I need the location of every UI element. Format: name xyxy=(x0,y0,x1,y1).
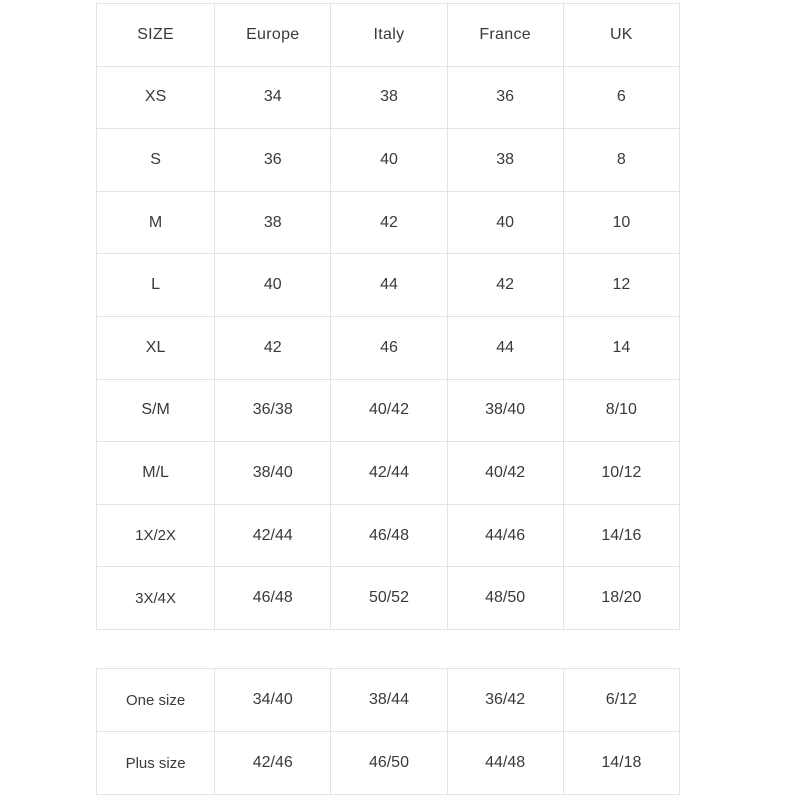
cell-italy: 38/44 xyxy=(331,669,447,732)
table-row xyxy=(97,191,680,254)
cell-france: 48/50 xyxy=(447,567,563,630)
cell-uk: 14/18 xyxy=(563,732,679,795)
cell-europe: 42/46 xyxy=(215,732,331,795)
cell-italy: 46/50 xyxy=(331,732,447,795)
cell-france: 40 xyxy=(447,191,563,254)
table-row xyxy=(97,129,680,192)
row-label: 3X/4X xyxy=(97,567,215,630)
cell-italy: 46 xyxy=(331,316,447,379)
column-header-france: France xyxy=(447,4,563,67)
cell-france: 44/46 xyxy=(447,504,563,567)
secondary-size-table xyxy=(96,668,680,795)
cell-europe: 34/40 xyxy=(215,669,331,732)
cell-france: 38/40 xyxy=(447,379,563,442)
cell-europe: 36/38 xyxy=(215,379,331,442)
table-row xyxy=(97,567,680,630)
table-header-row xyxy=(97,4,680,67)
table-body xyxy=(97,669,680,795)
column-header-size: SIZE xyxy=(97,4,215,67)
cell-uk: 8 xyxy=(563,129,679,192)
cell-france: 36/42 xyxy=(447,669,563,732)
cell-uk: 14 xyxy=(563,316,679,379)
table-row xyxy=(97,379,680,442)
row-label: M xyxy=(97,191,215,254)
cell-europe: 34 xyxy=(215,66,331,129)
column-header-italy: Italy xyxy=(331,4,447,67)
main-size-table xyxy=(96,3,680,630)
cell-uk: 8/10 xyxy=(563,379,679,442)
cell-france: 38 xyxy=(447,129,563,192)
cell-france: 36 xyxy=(447,66,563,129)
cell-europe: 42/44 xyxy=(215,504,331,567)
cell-europe: 38/40 xyxy=(215,442,331,505)
cell-italy: 40 xyxy=(331,129,447,192)
cell-france: 42 xyxy=(447,254,563,317)
column-header-uk: UK xyxy=(563,4,679,67)
cell-italy: 40/42 xyxy=(331,379,447,442)
table-row xyxy=(97,669,680,732)
table-row xyxy=(97,254,680,317)
row-label: L xyxy=(97,254,215,317)
main-size-table-container xyxy=(96,3,680,630)
cell-italy: 50/52 xyxy=(331,567,447,630)
cell-europe: 46/48 xyxy=(215,567,331,630)
secondary-size-table-container xyxy=(96,668,680,795)
row-label: S/M xyxy=(97,379,215,442)
cell-france: 44 xyxy=(447,316,563,379)
table-row xyxy=(97,442,680,505)
cell-uk: 10 xyxy=(563,191,679,254)
table-row xyxy=(97,66,680,129)
cell-italy: 42 xyxy=(331,191,447,254)
cell-europe: 42 xyxy=(215,316,331,379)
cell-uk: 6/12 xyxy=(563,669,679,732)
cell-europe: 38 xyxy=(215,191,331,254)
cell-france: 40/42 xyxy=(447,442,563,505)
cell-italy: 42/44 xyxy=(331,442,447,505)
cell-italy: 46/48 xyxy=(331,504,447,567)
cell-uk: 18/20 xyxy=(563,567,679,630)
cell-italy: 38 xyxy=(331,66,447,129)
table-row xyxy=(97,732,680,795)
cell-france: 44/48 xyxy=(447,732,563,795)
row-label: XL xyxy=(97,316,215,379)
row-label-one-size: One size xyxy=(97,669,215,732)
cell-uk: 12 xyxy=(563,254,679,317)
cell-uk: 14/16 xyxy=(563,504,679,567)
cell-uk: 10/12 xyxy=(563,442,679,505)
row-label: S xyxy=(97,129,215,192)
cell-italy: 44 xyxy=(331,254,447,317)
row-label: XS xyxy=(97,66,215,129)
row-label: M/L xyxy=(97,442,215,505)
table-header xyxy=(97,4,680,67)
cell-europe: 40 xyxy=(215,254,331,317)
column-header-europe: Europe xyxy=(215,4,331,67)
row-label: 1X/2X xyxy=(97,504,215,567)
cell-uk: 6 xyxy=(563,66,679,129)
table-body xyxy=(97,66,680,629)
table-row xyxy=(97,316,680,379)
cell-europe: 36 xyxy=(215,129,331,192)
table-row xyxy=(97,504,680,567)
row-label-plus-size: Plus size xyxy=(97,732,215,795)
